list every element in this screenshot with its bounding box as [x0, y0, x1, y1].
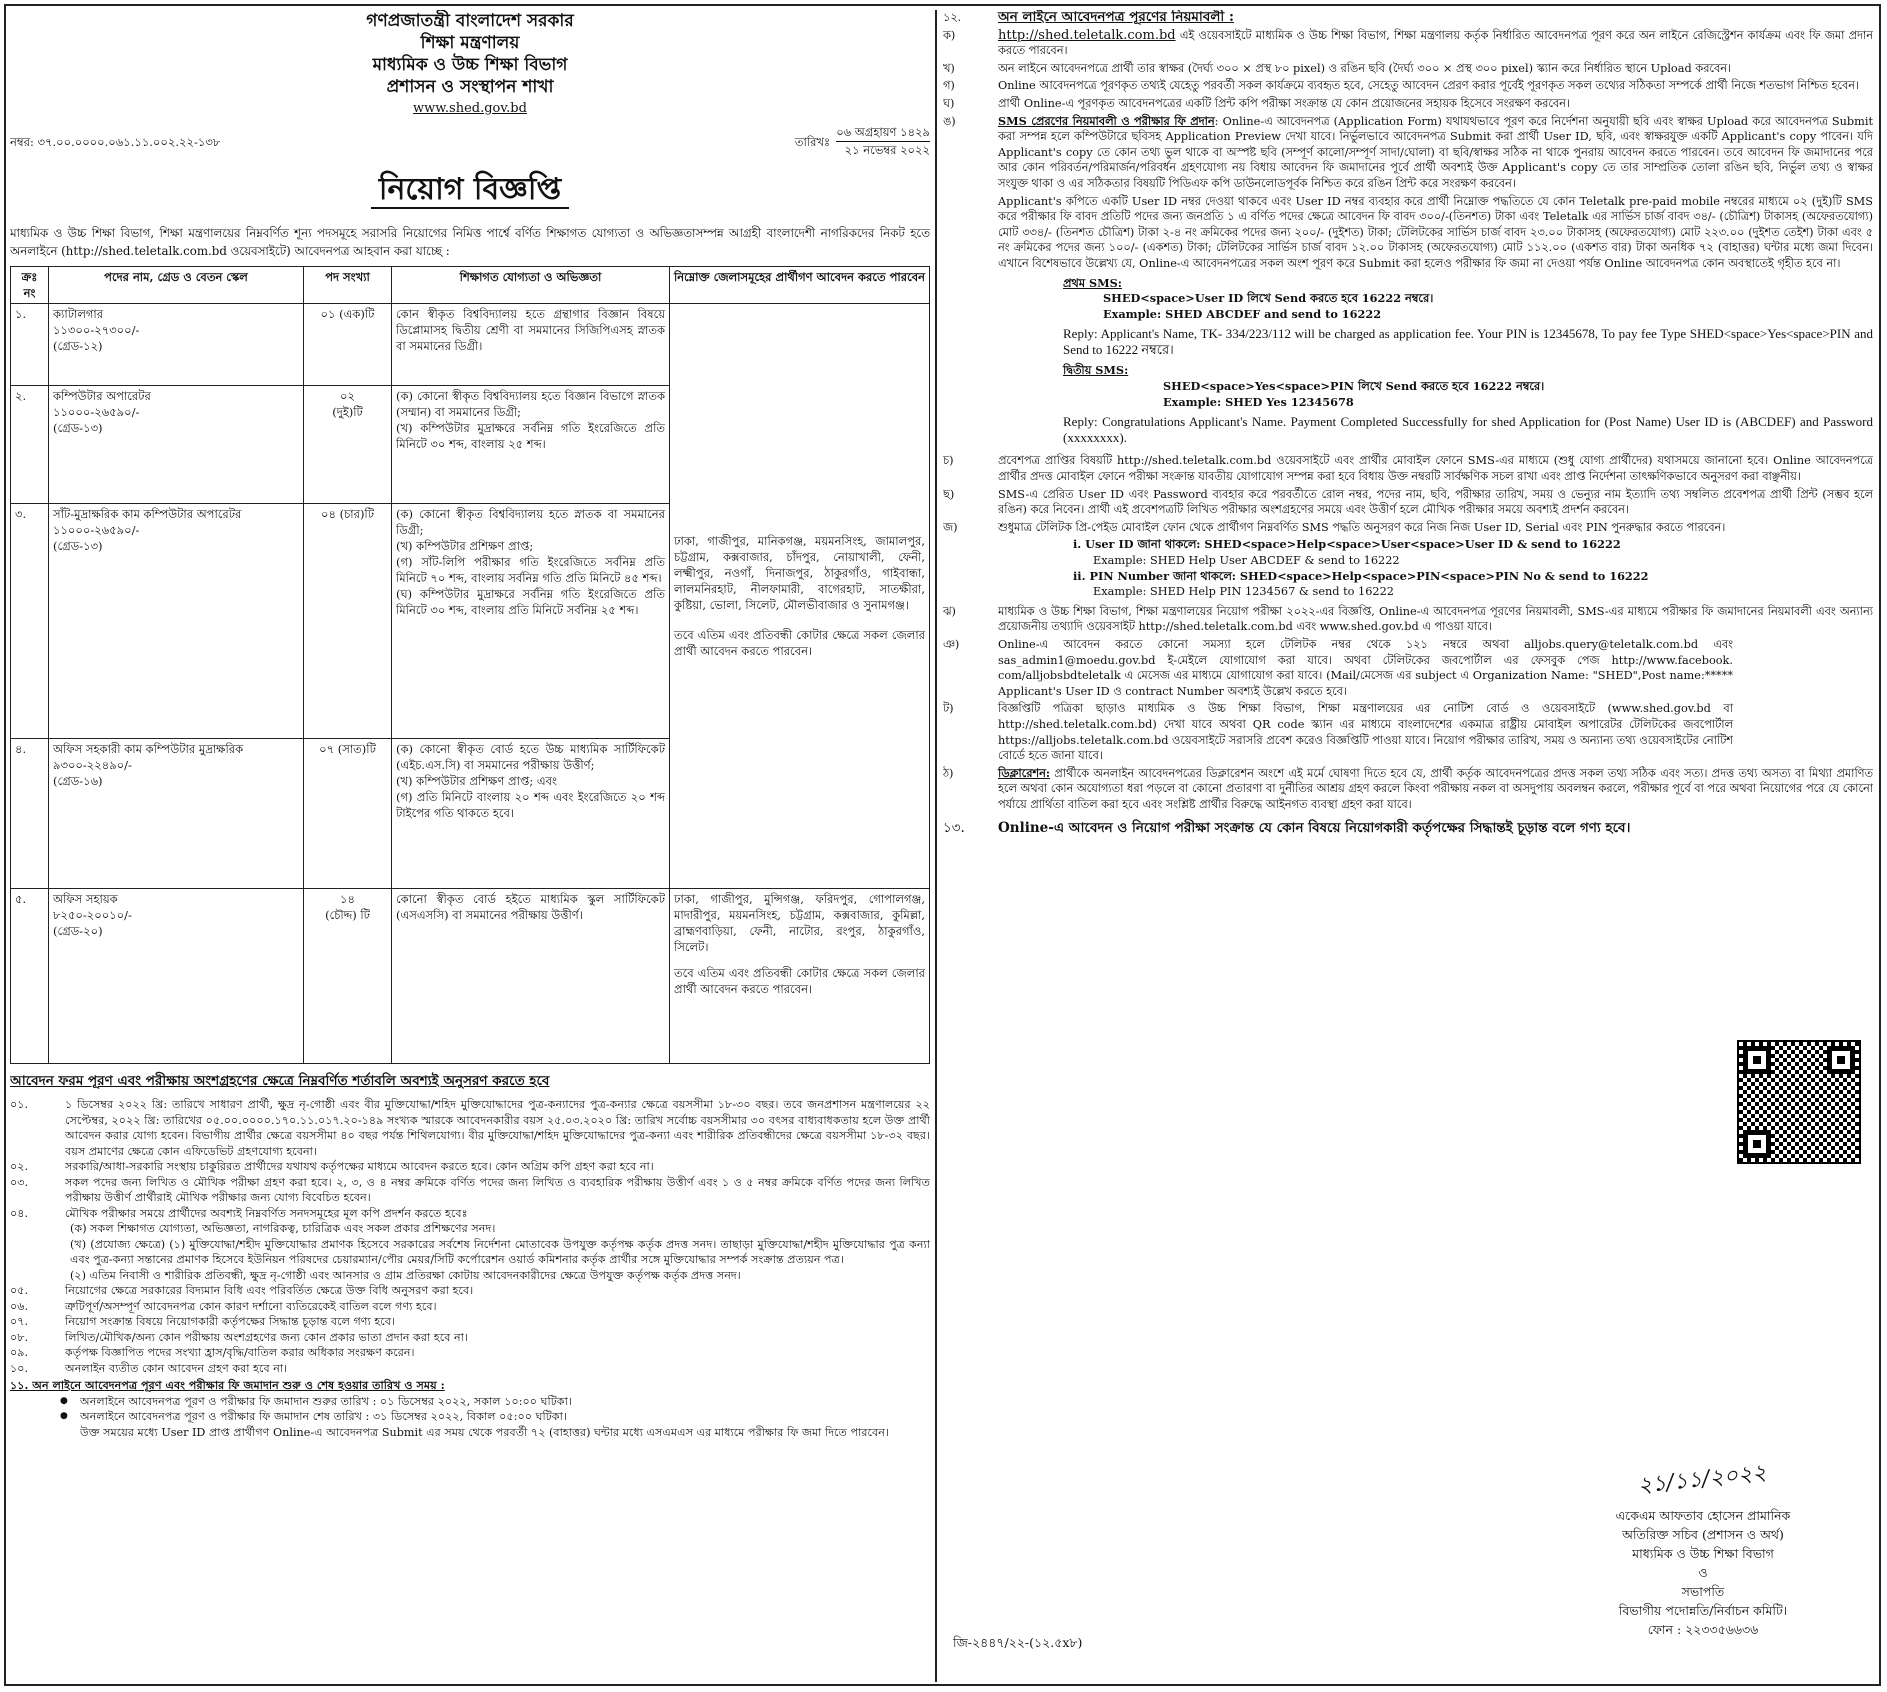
left-column [10, 10, 930, 1685]
condition-item [10, 1314, 930, 1330]
condition-number: ০৩. [10, 1175, 29, 1189]
signature-scribble: ২১/১১/২০২২ [1636, 1460, 1768, 1499]
rule-text: বিজ্ঞপ্তিটি পত্রিকা ছাড়াও মাধ্যমিক ও উচ্চ শিক্ষা বিভাগ, শিক্ষা মন্ত্রণালয়ের এর নোটিশ বোর্ড ও ওয়েবসাইটে (www.shed.gov.bd বা http://shed.teletalk.com.bd) দেখা যাবে অথবা QR code স্ক্যান এর মাধ্যমে বাংলাদেশের একমাত্র রাষ্ট্রীয় মোবাইল অপারেটর টেলিটকের জবপোর্টাল https://alljobs.teletalk.com.bd ওয়েবসাইটে সরাসরি প্রবেশ করেও বিজ্ঞপ্তিটি পাওয়া যাবে। নিয়োগ পরীক্ষার তারিখ, সময় ও অন্যান্য তথ্য ওয়েবসাইটের নোটিশ বোর্ডে হতে জানা যাবে। [998, 702, 1733, 763]
recovery-pin-example: Example: SHED Help PIN 1234567 & send to 16222 [1093, 585, 1394, 599]
condition-number: ০৫. [10, 1284, 29, 1297]
cell-serial: ৪. [11, 739, 49, 889]
cell-qualification: কোন স্বীকৃত বিশ্ববিদ্যালয় হতে গ্রন্থাগার বিজ্ঞান বিষয়ে ডিপ্লোমাসহ দ্বিতীয় শ্রেণী বা সমমানের সিজিপিএসহ স্নাতক বা সমমানের ডিগ্রী। [392, 304, 670, 386]
rule-text: প্রবেশপত্র প্রাপ্তির বিষয়টি http://shed.teletalk.com.bd ওয়েবসাইটে এবং প্রার্থীর মোবাইল ফোনে SMS-এর মাধ্যমে (শুধু যোগ্য প্রার্থীদের) যথাসময়ে জানানো হবে। Online আবেদনপত্রে প্রার্থীর প্রদত্ত মোবাইল ফোনে পরীক্ষা সংক্রান্ত যাবতীয় যোগাযোগ সম্পন্ন করা হবে বিধায় উক্ত নম্বরটি সার্বক্ষণিক সচল রাখা এবং প্রাপ্ত নির্দেশনা তাৎক্ষণিকভাবে অনুসরণ করা বাঞ্ছনীয়। [998, 454, 1873, 484]
rule-item [943, 114, 1873, 192]
th-qualification: শিক্ষাগত যোগ্যতা ও অভিজ্ঞতা [392, 267, 670, 304]
cell-count: ০২ (দুই)টি [304, 386, 392, 504]
signatory-name: একেএম আফতাব হোসেন প্রামানিক [1615, 1508, 1791, 1523]
condition-11-bullet: ● অনলাইনে আবেদনপত্র পূরণ ও পরীক্ষার ফি জমাদান শেষ তারিখ : ৩১ ডিসেম্বর ২০২২, বিকাল ০৫:০০ ঘটিকা। [10, 1409, 930, 1425]
condition-number: ০৮. [10, 1330, 29, 1344]
rule-number: ঠ) [943, 766, 954, 780]
cell-post: কম্পিউটার অপারেটর ১১০০০-২৬৫৯০/- (গ্রেড-১৩) [49, 386, 304, 504]
rule-text [998, 28, 1873, 59]
cell-qualification: (ক) কোনো স্বীকৃত বিশ্ববিদ্যালয় হতে বিজ্ঞান বিভাগে স্নাতক (সম্মান) বা সমমানের ডিগ্রী; (খ) কম্পিউটার মুদ্রাক্ষরে সর্বনিম্ন গতি ইংরেজিতে প্রতি মিনিটে ৩০ শব্দ, বাংলায় ২৫ শব্দ। [392, 386, 670, 504]
table-row [11, 889, 930, 1064]
condition-item [10, 1206, 930, 1222]
rule-ka-text: এই ওয়েবসাইটে মাধ্যমিক ও উচ্চ শিক্ষা বিভাগ, শিক্ষা মন্ত্রণালয় কর্তৃক নির্ধারিত আবেদনপত্র পূরণ করে অন লাইনে রেজিস্ট্রেশন কার্যক্রম এবং ফি জমা প্রদান করতে পারবেন। [998, 28, 1873, 58]
memo-number: নম্বর: ৩৭.০০.০০০০.০৬১.১১.০০২.২২-১৩৮ [10, 135, 221, 149]
fee-paragraph: Applicant's কপিতে একটি User ID নম্বর দেওয়া থাকবে এবং User ID নম্বর ব্যবহার করে প্রার্থী নিম্নোক্ত পদ্ধতিতে যে কোন Teletalk pre-paid mobile নম্বরের মাধ্যমে ০২ (দুই)টি SMS করে পরীক্ষার ফি বাবদ প্রতিটি পদের জন্য জনপ্রতি ১ এ বর্ণিত পদের ক্ষেত্রে আবেদন ফি বাবদ ৩০০/-(তিনশত) টাকা এবং Teletalk এর সার্ভিস চার্জ বাবদ ৩৪/- (চৌত্রিশ) টাকাসহ (অফেরতযোগ্য) মোট ৩৩৪/- (তিনশত চৌত্রিশ) টাকা ২-৪ নং ক্রমিকের পদের জন্য ২০০/- (দুইশত) টাকা; টেলিটকের সার্ভিস চার্জ বাবদ ২৩.০০ টাকাসহ (অফেরতযোগ্য) মোট ২২৩.০০ (দুইশত তেইশ) টাকা এবং ৫ নং ক্রমিকের পদের জন্য ১০০/- (একশত) টাকা; টেলিটকের সার্ভিস চার্জ বাবদ ১২.০০ টাকাসহ (অফেরতযোগ্য) মোট ১১২.০০ (একশত বার) টাকা অনধিক ৭২ (বাহাত্তর) ঘন্টার মধ্যে জমা দিবেন। এখানে বিশেষভাবে উল্লেখ্য যে, Online-এ আবেদনপত্রের সকল অংশ পূরণ করে Submit করা হলেও পরীক্ষার ফি জমা না দেওয়া পর্যন্ত Online আবেদনপত্র কোন অবস্থাতেই গৃহীত হবে না। [998, 194, 1873, 270]
sms-rules-title: SMS প্রেরণের নিয়মাবলী ও পরীক্ষার ফি প্রদান [998, 113, 1215, 128]
cell-qualification: (ক) কোনো স্বীকৃত বোর্ড হতে উচ্চ মাধ্যমিক সার্টিফিকেট (এইচ.এস.সি) বা সমমানের পরীক্ষায় উত্তীর্ণ; (খ) কম্পিউটার প্রশিক্ষণ প্রাপ্ত; এবং (গ) প্রতি মিনিটে বাংলায় ২০ শব্দ এবং ইংরেজিতে ২০ শব্দ টাইপের গতি থাকতে হবে। [392, 739, 670, 889]
condition-number: ১০. [10, 1361, 29, 1375]
cell-post: অফিস সহকারী কাম কম্পিউটার মুদ্রাক্ষরিক ৯৩০০-২২৪৯০/- (গ্রেড-১৬) [49, 739, 304, 889]
rule-text [998, 114, 1873, 192]
section-number: ১২. [943, 11, 962, 24]
notice-title: নিয়োগ বিজ্ঞপ্তি [371, 172, 569, 209]
rule-number: ছ) [943, 487, 955, 501]
cell-count: ০৭ (সাত)টি [304, 739, 392, 889]
signatory-title: অতিরিক্ত সচিব (প্রশাসন ও অর্থ) [1622, 1527, 1784, 1542]
cell-districts-a [670, 304, 930, 889]
districts-list-b: ঢাকা, গাজীপুর, মুন্সিগঞ্জ, ফরিদপুর, গোপালগঞ্জ, মাদারীপুর, ময়মনসিংহ, চট্টগ্রাম, কক্সবাজার, কুমিল্লা, ব্রাহ্মণবাড়িয়া, ফেনী, নাটোর, রংপুর, ঠাকুরগাঁও, সিলেট। [674, 892, 925, 954]
condition-text: কর্তৃপক্ষ বিজ্ঞাপিত পদের সংখ্যা হ্রাস/বৃদ্ধি/বাতিল করার অধিকার সংরক্ষণ করেন। [65, 1346, 415, 1359]
rule-number: খ) [943, 61, 955, 75]
rule-item [943, 453, 1873, 484]
rule-item [943, 96, 1873, 112]
condition-number: ০৭. [10, 1315, 29, 1328]
districts-note-b: তবে এতিম এবং প্রতিবন্ধী কোটার ক্ষেত্রে সকল জেলার প্রার্থী আবেদন করতে পারবেন। [674, 966, 925, 996]
recovery-userid: i. User ID জানা থাকলে: SHED<space>Help<space>User<space>User ID & send to 16222 [1073, 537, 1621, 552]
signatory-phone: ফোন : ২২৩৩৫৬৬৩৬ [1647, 1622, 1759, 1637]
condition-sub-item: (খ) (প্রযোজ্য ক্ষেত্রে) (১) মুক্তিযোদ্ধা/শহীদ মুক্তিযোদ্ধার প্রমাণক হিসেবে সরকারের সর্বশেষ নির্দেশনা মোতাবেক উপযুক্ত কর্তৃপক্ষ কর্তৃক প্রদত্ত সনদ। তাছাড়া মুক্তিযোদ্ধা/শহীদ মুক্তিযোদ্ধার পুত্র কন্যা এবং পুত্র-কন্যা সন্তানের প্রমাণক হিসেবে ইউনিয়ন পরিষদের চেয়ারম্যান/পৌর মেয়র/সিটি কর্পোরেশন ওয়ার্ড কমিশনার কর্তৃক প্রার্থীর সঙ্গে মুক্তিযোদ্ধার সম্পর্ক সংক্রান্ত প্রত্যয়ন পত্র। [70, 1237, 930, 1266]
signatory-role: সভাপতি [1681, 1584, 1725, 1599]
condition-text: সকল পদের জন্য লিখিত ও মৌখিক পরীক্ষা গ্রহণ করা হবে। ২, ৩, ও ৪ নম্বর ক্রমিকে বর্ণিত পদের জন্য লিখিত ও ব্যবহারিক পরীক্ষায় উত্তীর্ণ এবং ১ ও ৫ নম্বর ক্রমিকে বর্ণিত পদের জন্য লিখিত পরীক্ষায় উত্তীর্ণ প্রার্থীরাই মৌখিক পরীক্ষার জন্য যোগ্য বিবেচিত হবেন। [65, 1175, 930, 1204]
rule-text: শুধুমাত্র টেলিটক প্রি-পেইড মোবাইল ফোন থেকে প্রার্থীগণ নিম্নবর্ণিত SMS পদ্ধতি অনুসরণ করে নিজ নিজ User ID, Serial এবং PIN পুনরুদ্ধার করতে পারবেন। [998, 520, 1726, 534]
declaration-label: ডিক্লারেশন: [998, 765, 1051, 780]
qr-code[interactable] [1737, 1040, 1861, 1164]
rule-number: গ) [943, 79, 955, 93]
sms1-title: প্রথম SMS: [1063, 275, 1122, 290]
rule-text: প্রার্থী Online-এ পূরণকৃত আবেদনপত্রের একটি প্রিন্ট কপি পরীক্ষা সংক্রান্ত যে কোন প্রয়োজনের সহায়ক হিসেবে সংরক্ষণ করবেন। [998, 96, 1570, 110]
cell-count: ০১ (এক)টি [304, 304, 392, 386]
th-post: পদের নাম, গ্রেড ও বেতন স্কেল [49, 267, 304, 304]
header-line4: প্রশাসন ও সংস্থাপন শাখা [386, 77, 554, 97]
rule-number [943, 194, 998, 272]
rule-item [943, 28, 1873, 59]
header-line2: শিক্ষা মন্ত্রণালয় [420, 33, 520, 53]
cell-post: ক্যাটালগার ১১৩০০-২৭৩০০/- (গ্রেড-১২) [49, 304, 304, 386]
rule-item [943, 520, 1873, 536]
rule-text [998, 766, 1873, 813]
memo-row [10, 124, 930, 159]
sms2-reply: Reply: Congratulations Applicant's Name. Payment Completed Successfully for shed Application for (Post Name) User ID is (ABCDEF) and Password (xxxxxxxx). [1063, 414, 1873, 445]
cell-post: সাঁট-মুদ্রাক্ষরিক কাম কম্পিউটার অপারেটর ১১০০০-২৬৫৯০/- (গ্রেড-১৩) [49, 504, 304, 739]
condition-item [10, 1330, 930, 1346]
rule-number: ঞ) [943, 637, 960, 651]
sms1-example: Example: SHED ABCDEF and send to 16222 [1103, 306, 1382, 321]
condition-text: নিয়োগের ক্ষেত্রে সরকারের বিদ্যমান বিধি এবং পরিবর্তিত ক্ষেত্রে উক্ত বিধি অনুসরণ করা হবে। [65, 1284, 474, 1297]
sms-rules-text: : Online-এ আবেদনপত্র (Application Form) যথাযথভাবে পূরণ করে নির্দেশনা অনুযায়ী ছবি এবং স্বাক্ষর Upload করে আবেদনপত্র Submit করা সম্পন্ন হলে কম্পিউটারে ছবিসহ Application Preview দেখা যাবে। নির্ভুলভাবে আবেদনপত্র Submit করা প্রার্থী User ID, ছবি, এবং স্বাক্ষরযুক্ত একটি Applicant's copy পাবেন। যদি Applicant's copy তে কোন তথ্য ভুল থাকে বা অস্পষ্ট ছবি (সম্পূর্ণ কালো/সম্পূর্ণ সাদা/ঘোলা) বা ছবি/স্বাক্ষর সঠিক না থাকে পুনরায় আবেদন করতে পারবেন। তবে আবেদন ফি জমাদানের পরে আর কোন পরিবর্তন/পরিমার্জন/পরিবর্ধন গ্রহণযোগ্য নয় বিধায় আবেদন ফি জমাদানের পূর্বে প্রার্থী অবশ্যই উক্ত Applicant's copy তে তার সাম্প্রতিক তোলা রঙিন ছবি, নির্ভুল তথ্য ও স্বাক্ষর সংযুক্ত থাকা ও এর সঠিকতার বিষয়টি পিডিএফ কপি ডাউনলোডপূর্বক নিশ্চিত করে রঙিন প্রিন্ট করে সংরক্ষণ করবেন। [998, 114, 1873, 190]
notice-title-wrap [10, 165, 930, 216]
section-13-text: Online-এ আবেদন ও নিয়োগ পরীক্ষা সংক্রান্ত যে কোন বিষয়ে নিয়োগকারী কর্তৃপক্ষের সিদ্ধান্তই চূড়ান্ত বলে গণ্য হবে। [998, 819, 1631, 836]
rule-text: মাধ্যমিক ও উচ্চ শিক্ষা বিভাগ, শিক্ষা মন্ত্রণালয়ের নিয়োগ পরীক্ষা ২০২২-এর বিজ্ঞপ্তি, Online-এ আবেদনপত্র পূরণের নিয়মাবলী, SMS-এর মাধ্যমে পরীক্ষার ফি জমাদানের নিয়মাবলী এবং অন্যান্য প্রয়োজনীয় তথ্যাদি ওয়েবসাইট http://shed.teletalk.com.bd এবং www.shed.gov.bd এ পাওয়া যাবে। [998, 604, 1873, 634]
districts-note-a: তবে এতিম এবং প্রতিবন্ধী কোটার ক্ষেত্রে সকল জেলার প্রার্থী আবেদন করতে পারবেন। [674, 628, 925, 658]
condition-text: লিখিত/মৌখিক/অন্য কোন পরীক্ষায় অংশগ্রহণের জন্য কোন প্রকার ভাতা প্রদান করা হবে না। [65, 1330, 468, 1344]
recovery-pin: ii. PIN Number জানা থাকলে: SHED<space>Help<space>PIN<space>PIN No & send to 16222 [1073, 568, 1649, 583]
rule-item [943, 604, 1873, 635]
condition-text: ত্রুটিপূর্ণ/অসম্পূর্ণ আবেদনপত্র কোন কারণ দর্শানো ব্যতিরেকেই বাতিল বলে গণ্য হবে। [65, 1299, 437, 1313]
date-bangla: ০৬ অগ্রহায়ণ ১৪২৯ [836, 124, 930, 142]
rule-number: জ) [943, 520, 958, 534]
condition-11-note: উক্ত সময়ের মধ্যে User ID প্রাপ্ত প্রার্থীগণ Online-এ আবেদনপত্র Submit এর সময় থেকে পরবর্তী ৭২ (বাহাত্তর) ঘন্টার মধ্যে এসএমএস এর মাধ্যমে পরীক্ষার ফি জমা দিতে পারবেন। [80, 1425, 889, 1439]
cell-serial: ১. [11, 304, 49, 386]
condition-number: ০৬. [10, 1299, 29, 1313]
cell-districts-b [670, 889, 930, 1064]
sms1-format: SHED<space>User ID লিখে Send করতে হবে 16222 নম্বরে। [1103, 291, 1434, 306]
online-rules-section [943, 10, 1873, 836]
cell-post: অফিস সহায়ক ৮২৫০-২০০১০/- (গ্রেড-২০) [49, 889, 304, 1064]
condition-item [10, 1345, 930, 1361]
rule-item [943, 637, 1873, 699]
condition-sub-item: (২) এতিম নিবাসী ও শারীরিক প্রতিবন্ধী, ক্ষুদ্র নৃ-গোষ্ঠী এবং আনসার ও গ্রাম প্রতিরক্ষা কোটায় আবেদনকারীদের ক্ষেত্রে উপযুক্ত কর্তৃপক্ষ কর্তৃক প্রদত্ত সনদ। [70, 1268, 741, 1282]
header-line3: মাধ্যমিক ও উচ্চ শিক্ষা বিভাগ [372, 55, 568, 75]
condition-item [10, 1283, 930, 1299]
condition-number: ০৪. [10, 1206, 29, 1220]
section-12-title: অন লাইনে আবেদনপত্র পূরণের নিয়মাবলী : [998, 10, 1234, 25]
condition-number: ০১. [10, 1098, 29, 1111]
cell-count: ০৪ (চার)টি [304, 504, 392, 739]
section-12-header [943, 10, 1873, 26]
sms2-block [943, 363, 1873, 445]
rule-number: ক) [943, 28, 956, 42]
section-number: ১৩. [943, 819, 965, 836]
sms1-block [943, 276, 1873, 358]
cell-count: ১৪ (চৌদ্দ) টি [304, 889, 392, 1064]
sms2-format: SHED<space>Yes<space>PIN লিখে Send করতে হবে 16222 নম্বরে। [1163, 379, 1545, 394]
teletalk-link[interactable]: http://shed.teletalk.com.bd [998, 27, 1176, 43]
rule-number: চ) [943, 454, 954, 468]
rule-number: ঙ) [943, 114, 956, 128]
qr-finder-icon [1743, 1130, 1771, 1158]
rule-number: ঝ) [943, 604, 956, 618]
conditions-list [10, 1097, 930, 1440]
date-block [836, 124, 930, 159]
date-label: তারিখঃ [794, 135, 831, 149]
right-column [943, 10, 1873, 1685]
condition-text: মৌখিক পরীক্ষার সময়ে প্রার্থীদের অবশ্যই নিম্নবর্ণিত সনদসমূহের মূল কপি প্রদর্শন করতে হবেঃ [65, 1206, 468, 1220]
rule-text: SMS-এ প্রেরিত User ID এবং Password ব্যবহার করে পরবর্তীতে রোল নম্বর, পদের নাম, ছবি, পরীক্ষার তারিখ, সময় ও ভেন্যুর নাম ইত্যাদি তথ্য সম্বলিত প্রবেশপত্র প্রার্থী প্রিন্ট (সম্ভব হলে রঙিন) করে নিবেন। প্রার্থী এই প্রবেশপত্রটি লিখিত পরীক্ষার অংশগ্রহণের সময়ে এবং উত্তীর্ণ হলে মৌখিক পরীক্ষার সময়ে অবশ্যই প্রদর্শন করবেন। [998, 487, 1873, 517]
signatory-and: ও [1698, 1565, 1708, 1580]
rule-text: অন লাইনে আবেদনপত্রে প্রার্থী তার স্বাক্ষর (দৈর্ঘ্য ৩০০ × প্রস্থ ৮০ pixel) ও রঙিন ছবি (দৈর্ঘ্য ৩০০ × প্রস্থ ৩০০ pixel) স্ক্যান করে নির্ধারিত স্থানে Upload করবেন। [998, 61, 1732, 75]
rule-text: Online-এ আবেদন করতে কোনো সমস্যা হলে টেলিটক নম্বর থেকে ১২১ নম্বরে অথবা alljobs.query@teletalk.com.bd এবং sas_admin1@moedu.gov.bd ই-মেইলে যোগাযোগ করা যাবে। অথবা টেলিটকের জবপোর্টাল এর ফেসবুক পেজ http://www.facebook. com/alljobsbdteletalk এ মেসেজ এর মাধ্যমে যোগাযোগ করা যাবে। (Mail/মেসেজ এর subject এ Organization Name: "SHED",Post name:***** Applicant's User ID ও contract Number অবশ্যই উল্লেখ করতে হবে। [998, 637, 1733, 698]
rule-item [943, 766, 1873, 813]
qr-finder-icon [1827, 1046, 1855, 1074]
th-count: পদ সংখ্যা [304, 267, 392, 304]
date-english: ২১ নভেম্বর ২০২২ [844, 143, 930, 157]
condition-item [10, 1299, 930, 1315]
condition-text: নিয়োগ সংক্রান্ত বিষয়ে নিয়োগকারী কর্তৃপক্ষের সিদ্ধান্ত চূড়ান্ত বলে গণ্য হবে। [65, 1315, 395, 1328]
signatory-department: মাধ্যমিক ও উচ্চ শিক্ষা বিভাগ [1632, 1546, 1774, 1561]
posts-table [10, 266, 930, 1064]
th-serial: ক্রঃ নং [11, 267, 49, 304]
cell-serial: ২. [11, 386, 49, 504]
condition-text: সরকারি/আধা-সরকারি সংস্থায় চাকুরিরত প্রার্থীদের যথাযথ কর্তৃপক্ষের মাধ্যমে আবেদন করতে হবে। কোন অগ্রিম কপি গ্রহণ করা হবে না। [65, 1160, 654, 1173]
condition-number: ০২. [10, 1160, 29, 1173]
intro-paragraph: মাধ্যমিক ও উচ্চ শিক্ষা বিভাগ, শিক্ষা মন্ত্রণালয়ের নিম্নবর্ণিত শূন্য পদসমূহে সরাসরি নিয়োগের নিমিত্ত পার্শ্বে বর্ণিত শিক্ষাগত যোগ্যতা ও অভিজ্ঞতাসম্পন্ন আগ্রহী বাংলাদেশী নাগরিকদের নিকট হতে অনলাইনে (http://shed.teletalk.com.bd ওয়েবসাইটে) আবেদনপত্র আহবান করা যাচ্ছে : [10, 226, 930, 258]
table-header-row [11, 267, 930, 304]
ad-code: জি-২৪৪৭/২২-(১২.৫x৮) [953, 1635, 1083, 1650]
govt-header [10, 10, 930, 120]
qr-finder-icon [1743, 1046, 1771, 1074]
cell-qualification: (ক) কোনো স্বীকৃত বিশ্ববিদ্যালয় হতে স্নাতক বা সমমানের ডিগ্রী; (খ) কম্পিউটার প্রশিক্ষণ প্রাপ্ত; (গ) সাঁট-লিপি পরীক্ষার গতি ইংরেজিতে সর্বনিম্ন প্রতি মিনিটে ৭০ শব্দ, বাংলায় সর্বনিম্ন গতি প্রতি মিনিটে ৪৫ শব্দ। (ঘ) কম্পিউটার মুদ্রাক্ষরে সর্বনিম্ন গতি ইংরেজিতে প্রতি মিনিটে ৩০ শব্দ, বাংলায় প্রতি মিনিটে সর্বনিম্ন ২৫ শব্দ। [392, 504, 670, 739]
header-line1: গণপ্রজাতন্ত্রী বাংলাদেশ সরকার [366, 11, 574, 31]
declaration-text: প্রার্থীকে অনলাইন আবেদনপত্রের ডিক্লারেশন অংশে এই মর্মে ঘোষণা দিতে হবে যে, প্রার্থী কর্তৃক আবেদনপত্রের প্রদত্ত সকল তথ্য সঠিক এবং সত্য। প্রদত্ত তথ্য অসত্য বা মিথ্যা প্রমাণিত হলে অথবা কোন অযোগ্যতা ধরা পড়লে বা কোনো প্রতারণা বা দুর্নীতির আশ্রয় গ্রহণ করলে কিংবা পরীক্ষায় নকল বা অসদুপায় অবলম্বন করলে, পরীক্ষার পূর্বে বা পরে অথবা নিয়োগের পরে যে কোনো পর্যায়ে প্রার্থিতা বাতিল করা হবে এবং সংশ্লিষ্ট প্রার্থীর বিরুদ্ধে আইনগত ব্যবস্থা গ্রহণ করা যাবে। [998, 766, 1873, 811]
th-districts: নিম্নোক্ত জেলাসমূহের প্রার্থীগণ আবেদন করতে পারবেন [670, 267, 930, 304]
sms2-example: Example: SHED Yes 12345678 [1163, 394, 1354, 409]
recovery-block [943, 537, 1873, 599]
rule-item [943, 78, 1873, 94]
table-row [11, 304, 930, 386]
conditions-title: আবেদন ফরম পূরণ এবং পরীক্ষায় অংশগ্রহণের ক্ষেত্রে নিম্নবর্ণিত শর্তাবলি অবশ্যই অনুসরণ করতে হবে [10, 1073, 550, 1089]
column-divider [935, 10, 937, 1682]
sms2-title: দ্বিতীয় SMS: [1063, 363, 1129, 378]
header-website-link[interactable]: www.shed.gov.bd [413, 101, 527, 116]
rule-number: ট) [943, 702, 954, 716]
condition-text: ১ ডিসেম্বর ২০২২ খ্রি: তারিখে সাধারণ প্রার্থী, ক্ষুদ্র নৃ-গোষ্ঠী এবং বীর মুক্তিযোদ্ধা/শহিদ মুক্তিযোদ্ধাদের পুত্র-কন্যাদের পুত্র-কন্যার ক্ষেত্রে বয়সসীমা ১৮-৩০ বছর। তবে জনপ্রশাসন মন্ত্রণালয়ের ২২ সেপ্টেম্বর, ২০২২ খ্রি: তারিখের ০৫.০০.০০০০.১৭০.১১.০১৭.২০-১৪৯ সংখ্যক স্মারকে আবেদনকারীর বয়স ২৫.০৩.২০২০ খ্রি: তারিখ সর্বোচ্চ বয়সসীমার ৩০ বৎসর বাধ্যবাধকতায় হলে উক্ত প্রার্থী আবেদন করার যোগ্য হবেন। বিভাগীয় প্রার্থীর ক্ষেত্রে বয়সসীমা ৪০ বছর পর্যন্ত শিথিলযোগ্য। বীর মুক্তিযোদ্ধা/শহিদ মুক্তিযোদ্ধাদের পুত্র-কন্যা এবং শারীরিক প্রতিবন্ধীদের ক্ষেত্রে বয়সসীমা ১৮-৩২ বছর। বয়স প্রমাণের ক্ষেত্রে কোন এফিডেভিট গ্রহণযোগ্য হবেনা। [65, 1098, 930, 1158]
signature-block [1563, 1460, 1843, 1639]
cell-serial: ৩. [11, 504, 49, 739]
section-13 [943, 821, 1873, 837]
cell-qualification: কোনো স্বীকৃত বোর্ড হইতে মাধ্যমিক স্কুল সার্টিফিকেট (এসএসসি) বা সমমানের পরীক্ষায় উত্তীর্ণ। [392, 889, 670, 1064]
rule-item [943, 487, 1873, 518]
rule-item [943, 194, 1873, 272]
rule-item [943, 701, 1873, 763]
rule-text: Online আবেদনপত্রে পূরণকৃত তথ্যই যেহেতু পরবর্তী সকল কার্যক্রমে ব্যবহৃত হবে, সেহেতু আবেদন প্রেরণ করার পূর্বেই পূরণকৃত সকল তথ্যের সঠিকতা সম্পর্কে প্রার্থী নিজে শতভাগ নিশ্চিত হবেন। [998, 79, 1860, 93]
condition-sub-item: (ক) সকল শিক্ষাগত যোগ্যতা, অভিজ্ঞতা, নাগরিকত্ব, চারিত্রিক এবং সকল প্রকার প্রশিক্ষণের সনদ। [70, 1222, 496, 1235]
rule-number: ঘ) [943, 96, 955, 110]
condition-text: অনলাইন ব্যতীত কোন আবেদন গ্রহণ করা হবে না। [65, 1361, 288, 1375]
condition-11-title: ১১. অন লাইনে আবেদনপত্র পূরণ এবং পরীক্ষার ফি জমাদান শুরু ও শেষ হওয়ার তারিখ ও সময় : [10, 1378, 445, 1392]
cell-serial: ৫. [11, 889, 49, 1064]
condition-item [10, 1175, 930, 1206]
condition-item [10, 1159, 930, 1175]
districts-list-a: ঢাকা, গাজীপুর, মানিকগঞ্জ, ময়মনসিংহ, জামালপুর, চট্টগ্রাম, কক্সবাজার, চাঁদপুর, নোয়াখালী, ফেনী, লক্ষ্মীপুর, নওগাঁ, দিনাজপুর, ঠাকুরগাঁও, গাইবান্ধা, লালমনিরহাট, নীলফামারী, বাগেরহাট, সাতক্ষীরা, কুষ্টিয়া, ভোলা, সিলেট, মৌলভীবাজার ও সুনামগঞ্জ। [674, 534, 925, 612]
condition-item [10, 1361, 930, 1377]
rule-item [943, 61, 1873, 77]
signatory-committee: বিভাগীয় পদোন্নতি/নির্বাচন কমিটি। [1618, 1603, 1788, 1618]
condition-number: ০৯. [10, 1346, 29, 1359]
recovery-userid-example: Example: SHED Help User ABCDEF & send to 16222 [1093, 554, 1400, 567]
condition-11-bullet: ● অনলাইনে আবেদনপত্র পূরণ ও পরীক্ষার ফি জমাদান শুরুর তারিখ : ০১ ডিসেম্বর ২০২২, সকাল ১০:০০ ঘটিকা। [10, 1394, 930, 1410]
sms1-reply: Reply: Applicant's Name, TK- 334/223/112 will be charged as application fee. Your PIN is 12345678, To pay fee Type SHED<space>Yes<space>PIN and Send to 16222 নম্বরে। [1063, 326, 1873, 357]
condition-item [10, 1097, 930, 1159]
